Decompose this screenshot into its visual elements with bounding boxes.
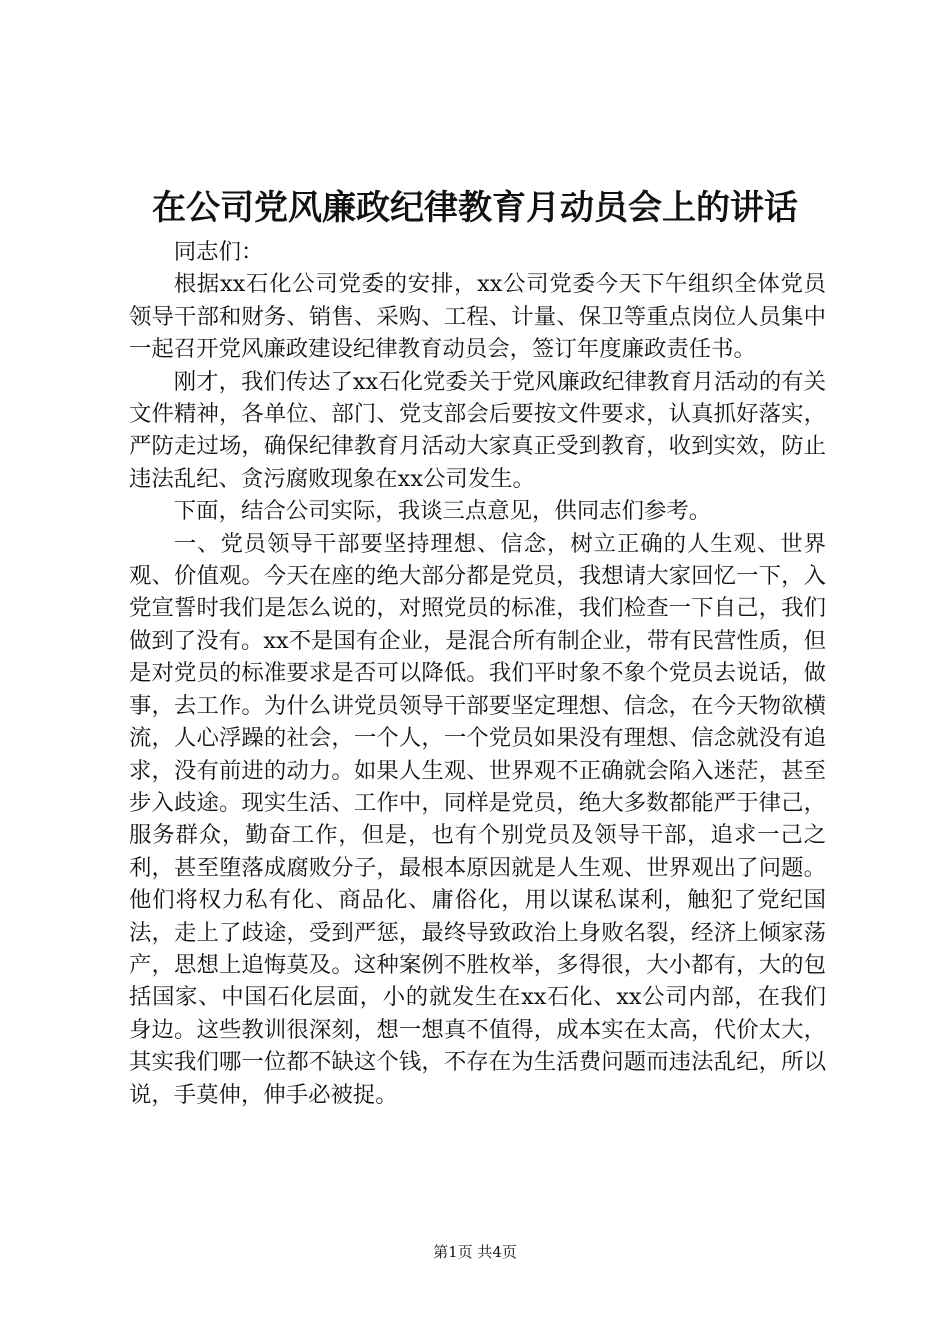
document-body [129,236,826,1111]
document-title: 在公司党风廉政纪律教育月动员会上的讲话 [152,188,798,228]
body-paragraph: 一、党员领导干部要坚持理想、信念，树立正确的人生观、世界观、价值观。今天在座的绝大部分都是党员，我想请大家回忆一下，入党宣誓时我们是怎么说的，对照党员的标准，我们检查一下自己，我们做到了没有。xx不是国有企业，是混合所有制企业，带有民营性质，但是对党员的标准要求是否可以降低。我们平时象不象个党员去说话，做事，去工作。为什么讲党员领导干部要坚定理想、信念，在今天物欲横流，人心浮躁的社会，一个人，一个党员如果没有理想、信念就没有追求，没有前进的动力。如果人生观、世界观不正确就会陷入迷茫，甚至步入歧途。现实生活、工作中，同样是党员，绝大多数都能严于律己，服务群众，勤奋工作，但是，也有个别党员及领导干部，追求一己之利，甚至堕落成腐败分子，最根本原因就是人生观、世界观出了问题。他们将权力私有化、商品化、庸俗化，用以谋私谋利，触犯了党纪国法，走上了歧途，受到严惩，最终导致政治上身败名裂，经济上倾家荡产，思想上追悔莫及。这种案例不胜枚举，多得很，大小都有，大的包括国家、中国石化层面，小的就发生在xx石化、xx公司内部，在我们身边。这些教训很深刻，想一想真不值得，成本实在太高，代价太大，其实我们哪一位都不缺这个钱，不存在为生活费问题而违法乱纪，所以说，手莫伸，伸手必被捉。 [129,530,826,1108]
body-paragraph: 下面，结合公司实际，我谈三点意见，供同志们参考。 [173,498,712,525]
body-paragraph: 刚才，我们传达了xx石化党委关于党风廉政纪律教育月活动的有关文件精神，各单位、部门、党支部会后要按文件要求，认真抓好落实，严防走过场，确保纪律教育月活动大家真正受到教育，收到实效，防止违法乱纪、贪污腐败现象在xx公司发生。 [129,368,826,492]
page-footer: 第1页 共4页 [433,1243,517,1261]
body-paragraph: 根据xx石化公司党委的安排，xx公司党委今天下午组织全体党员领导干部和财务、销售、采购、工程、计量、保卫等重点岗位人员集中一起召开党风廉政建设纪律教育动员会，签订年度廉政责任书。 [129,271,826,363]
salutation-paragraph: 同志们： [173,239,264,265]
